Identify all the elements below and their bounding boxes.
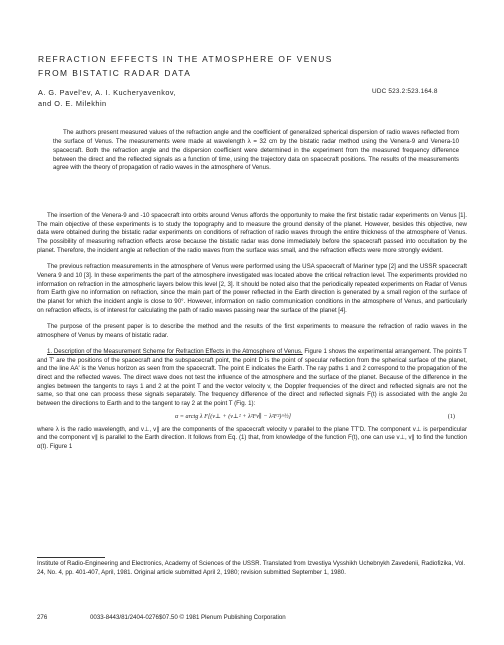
footnote: Institute of Radio-Engineering and Electronics, Academy of Sciences of the USSR. Translated from Izvestiya Vysshikh Uchebnykh Zavedenii, Radiofizika, Vol. 24, No. 4, pp. 401-407, April, 1981. Original article submitted April 2, 1980; revision submitted September 1, 1980. [37, 560, 466, 576]
paragraph-purpose: The purpose of the present paper is to describe the method and the results of the first experiments to measure the refraction of radio waves in the atmosphere of Venus by means of bistatic radar. [37, 322, 467, 339]
section-heading: 1. Description of the Measurement Scheme for Refraction Effects in the Atmosphere of Venus. [47, 347, 303, 355]
section-1-text: Figure 1 shows the experimental arrangement. The points T and T' are the positions of the spacecraft and the subspacecraft point, the point D is the point of specular reflection from the spherical surface of the planet, and the line AA' is the Venus horizon as seen from the spacecraft. The point E indicates the Earth. The ray paths 1 and 2 correspond to the propagation of the direct and the reflected waves. The direct wave does not test the influence of the atmosphere and the surface of the planet. Because of the difference in the angles between the tangents to rays 1 and 2 at the point T and the vector velocity v, the Doppler frequencies of the direct and reflected signals are not the same, so that one can process these signals separately. The frequency difference of the direct and reflected signals F(t) is associated with the angle 2α between the directions to Earth and to the tangent to ray 2 at the point T (Fig. 1): [37, 347, 467, 408]
author-list [38, 88, 338, 109]
equation-1 [37, 413, 467, 422]
paragraph-intro: The insertion of the Venera-9 and -10 spacecraft into orbits around Venus affords the opportunity to make the first bistatic radar experiments on Venus [1]. The main objective of these experiments is to study the topography and to measure the ground density of the planet. However, besides this objective, new data were obtained during the bistatic radar experiments on conditions of refraction of radio waves through the entire thickness of the atmosphere of Venus. The possibility of measuring refraction effects arose because the bistatic radar was done immediately before the spacecraft passed into occultation by the planet. Therefore, the incident angle at reflection of the radio waves from the surface was small, and the refraction effects were more strongly evident. [37, 212, 467, 254]
abstract: The authors present measured values of the refraction angle and the coefficient of generalized spherical dispersion of radio waves reflected from the surface of Venus. The measurements were made at wavelength λ = 32 cm by the bistatic radar method using the Venera-9 and Venera-10 spacecraft. Both the refraction angle and the dispersion coefficient were determined in the experiment from the measured frequency difference between the direct and the reflected signals as a function of time, using the trajectory data on spacecraft positions. The results of the measurements agree with the theory of propagation of radio waves in the atmosphere of Venus. [53, 129, 459, 172]
authors-line-1: A. G. Pavel'ev, A. I. Kucheryavenkov, [38, 88, 177, 97]
publication-identifiers: 0033-8443/81/2404-0276$07.50 © 1981 Plenum Publishing Corporation [90, 614, 286, 621]
page-number: 276 [37, 614, 48, 621]
title-line-2: FROM BISTATIC RADAR DATA [38, 68, 192, 78]
body-text [37, 212, 467, 459]
paper-title [38, 52, 478, 80]
authors-line-2: and O. E. Milekhin [38, 98, 107, 108]
paragraph-section-1 [37, 348, 467, 409]
equation-number: (1) [447, 412, 455, 420]
footnote-rule [37, 557, 105, 558]
paragraph-after-equation: where λ is the radio wavelength, and v⊥, v∥ are the components of the spacecraft velocity v parallel to the plane TT'D. The component v⊥ is perpendicular and the component v∥ is parallel to the Earth direction. It follows from Eq. (1) that, from knowledge of the function F(t), one can use v⊥, v∥ to find the function α(t). Figure 1 [37, 425, 467, 450]
title-line-1: REFRACTION EFFECTS IN THE ATMOSPHERE OF VENUS [38, 54, 333, 64]
udc-code: UDC 523.2:523.164.8 [372, 88, 438, 95]
equation-formula: α = arctg λ F[(v⊥ + (v⊥² + λ²Fv∥ − λ²F²)^½] [175, 412, 292, 420]
paragraph-previous-work: The previous refraction measurements in the atmosphere of Venus were performed using the USA spacecraft of Mariner type [2] and the USSR spacecraft Venera 9 and 10 [3]. In these experiments the part of the atmosphere investigated was located above the critical refraction level. The experiments provided no information on refraction in the atmospheric layers below this level [2, 3]. It should be noted also that the periodically repeated experiments on Radar of Venus from Earth give no information on refraction, since the main part of the power reflected in the Earth direction is generated by a small region of the surface of the planet for which the incident angle is close to 90°. However, information on radio communication conditions in the atmosphere of Venus, and particularly on refraction effects, is of interest for calculating the path of radio waves passing near the surface of the planet [4]. [37, 263, 467, 314]
